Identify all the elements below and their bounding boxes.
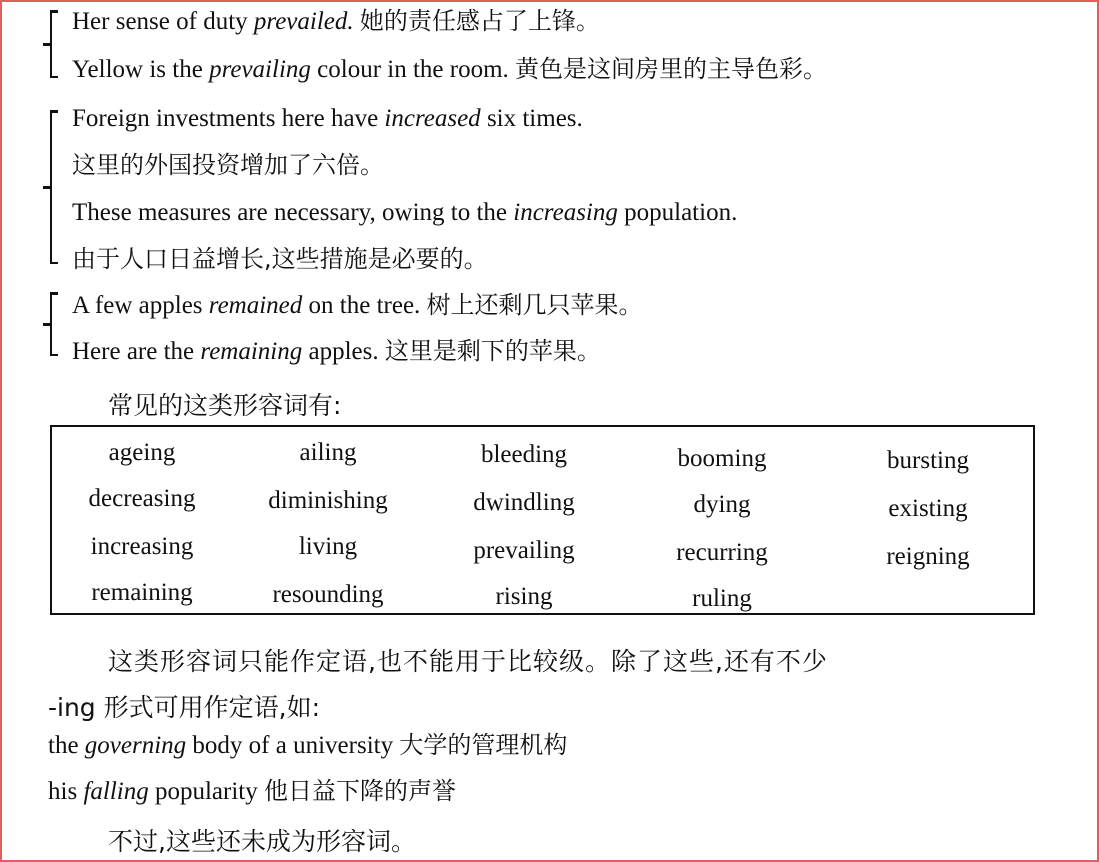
explanation-paragraph-line-1: 这类形容词只能作定语,也不能用于比较级。除了这些,还有不少: [108, 647, 828, 676]
word-cell: booming: [677, 445, 767, 472]
word-cell: living: [298, 533, 358, 560]
word-cell: ageing: [108, 439, 176, 466]
adjective-list-heading: 常见的这类形容词有:: [108, 391, 342, 420]
brace-group-3: [50, 292, 64, 356]
word-cell: remaining: [91, 579, 193, 606]
example-falling: his falling popularity 他日益下降的声誉: [48, 777, 456, 805]
adjective-word-box: [50, 425, 1035, 615]
word-cell: dying: [693, 491, 751, 518]
example-line-prevailing: Yellow is the prevailing colour in the room. 黄色是这间房里的主导色彩。: [72, 55, 828, 83]
brace-group-2: [50, 110, 64, 264]
word-cell: bleeding: [480, 441, 568, 468]
word-cell: ruling: [692, 585, 752, 612]
word-cell: resounding: [272, 581, 384, 608]
translation-line-increasing: 由于人口日益增长,这些措施是必要的。: [72, 245, 488, 273]
word-cell: dwindling: [473, 489, 575, 516]
word-cell: reigning: [886, 543, 970, 570]
example-line-prevailed: Her sense of duty prevailed. 她的责任感占了上锋。: [72, 7, 600, 35]
word-cell: prevailing: [473, 537, 575, 564]
word-cell: diminishing: [268, 487, 388, 514]
word-cell: ailing: [299, 439, 357, 466]
word-cell: bursting: [887, 447, 969, 474]
explanation-paragraph-line-2: -ing 形式可用作定语,如:: [48, 693, 320, 722]
word-cell: increasing: [90, 533, 194, 560]
example-line-remaining: Here are the remaining apples. 这里是剩下的苹果。: [72, 337, 601, 365]
brace-group-1: [50, 10, 64, 78]
translation-line-increased: 这里的外国投资增加了六倍。: [72, 151, 384, 179]
word-cell: decreasing: [88, 485, 196, 512]
closing-note: 不过,这些还未成为形容词。: [108, 827, 416, 856]
example-line-increased: Foreign investments here have increased six times.: [72, 105, 583, 132]
word-cell: existing: [888, 495, 968, 522]
word-cell: recurring: [676, 539, 768, 566]
example-line-increasing: These measures are necessary, owing to the increasing population.: [72, 199, 738, 226]
example-governing: the governing body of a university 大学的管理机构: [48, 731, 568, 759]
word-cell: rising: [495, 583, 553, 610]
example-line-remained: A few apples remained on the tree. 树上还剩几只苹果。: [72, 291, 643, 319]
